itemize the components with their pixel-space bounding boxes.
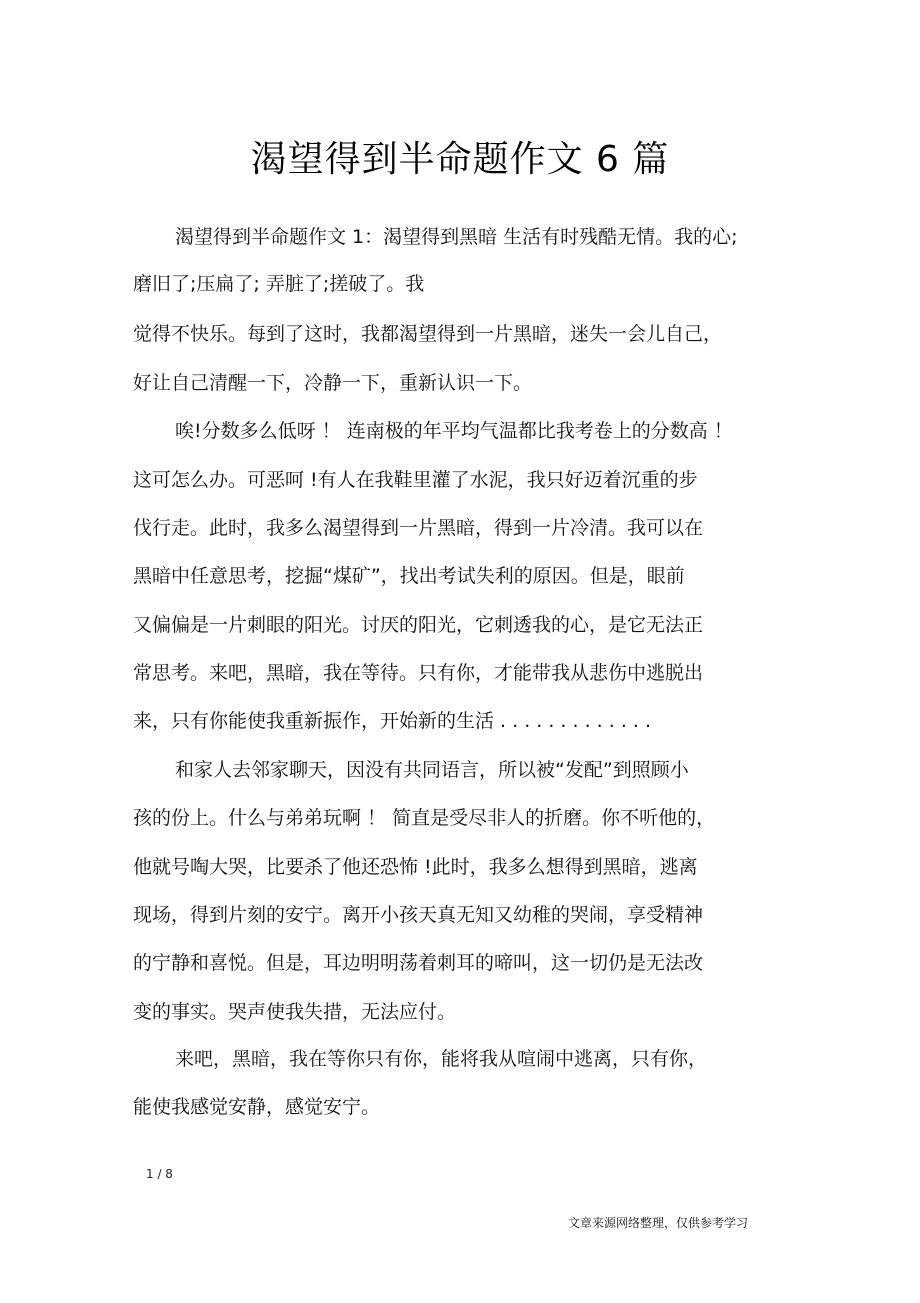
paragraph-line: 变的事实。哭声使我失措，无法应付。 (133, 1001, 457, 1023)
paragraph-line: 的宁静和喜悦。但是，耳边明明荡着刺耳的啼叫，这一切仍是无法改 (133, 952, 704, 974)
paragraph-line: 他就号啕大哭，比要杀了他还恐怖 !此时，我多么想得到黑暗，逃离 (133, 856, 698, 878)
paragraph-line: 好让自己清醒一下，冷静一下，重新认识一下。 (133, 372, 533, 394)
document-title: 渴望得到半命题作文 6 篇 (250, 139, 670, 180)
page-number: 1 / 8 (146, 1167, 173, 1181)
paragraph-line: 孩的份上。什么与弟弟玩啊 ！ 简直是受尽非人的折磨。你不听他的， (133, 807, 716, 829)
paragraph-line: 来，只有你能使我重新振作，开始新的生活 . . . . . . . . . . . . . (133, 710, 652, 732)
paragraph-line: 黑暗中任意思考，挖掘“煤矿”，找出考试失利的原因。但是，眼前 (133, 565, 685, 587)
paragraph-line: 渴望得到半命题作文 1：渴望得到黑暗 生活有时残酷无情。我的心; (175, 226, 738, 248)
paragraph-line: 磨旧了;压扁了; 弄脏了;搓破了。我 (133, 273, 425, 295)
footer-note: 文章来源网络整理，仅供参考学习 (568, 1216, 749, 1230)
paragraph-line: 这可怎么办。可恶呵 !有人在我鞋里灌了水泥，我只好迈着沉重的步 (133, 469, 698, 491)
paragraph-line: 来吧，黑暗，我在等你只有你，能将我从喧闹中逃离，只有你， (175, 1048, 708, 1070)
paragraph-line: 伐行走。此时，我多么渴望得到一片黑暗，得到一片冷清。我可以在 (133, 517, 704, 539)
paragraph-line: 常思考。来吧，黑暗，我在等待。只有你，才能带我从悲伤中逃脱出 (133, 662, 704, 684)
paragraph-line: 又偏偏是一片刺眼的阳光。讨厌的阳光，它刺透我的心，是它无法正 (133, 614, 704, 636)
paragraph-line: 唉!分数多么低呀 ！ 连南极的年平均气温都比我考卷上的分数高 ！ (175, 420, 733, 442)
paragraph-line: 现场，得到片刻的安宁。离开小孩天真无知又幼稚的哭闹，享受精神 (133, 904, 704, 926)
paragraph-line: 觉得不快乐。每到了这时，我都渴望得到一片黑暗，迷失一会儿自己， (133, 323, 723, 345)
paragraph-line: 和家人去邻家聊天，因没有共同语言，所以被“发配”到照顾小 (175, 759, 689, 781)
paragraph-line: 能使我感觉安静，感觉安宁。 (133, 1096, 381, 1118)
